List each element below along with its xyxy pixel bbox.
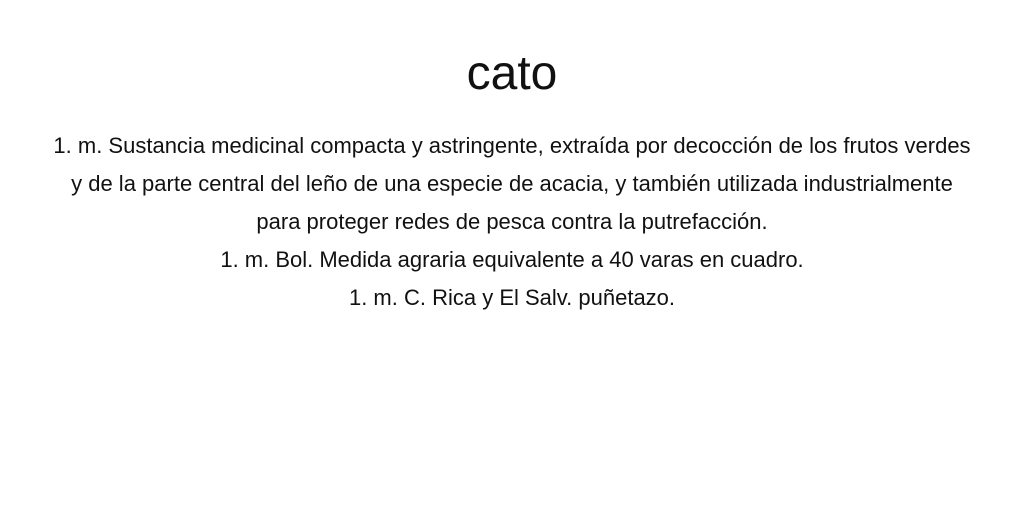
definition-list — [48, 127, 976, 317]
headword-title: cato — [466, 47, 558, 100]
definition-3: 1. m. C. Rica y El Salv. puñetazo. — [348, 285, 676, 310]
definition-1: 1. m. Sustancia medicinal compacta y astringente, extraída por decocción de los frutos verdes y de la parte central del leño de una especie de acacia, y también utilizada industrialmente para proteger redes de pesca contra la putrefacción. — [53, 133, 971, 234]
definition-2: 1. m. Bol. Medida agraria equivalente a 40 varas en cuadro. — [220, 247, 804, 272]
